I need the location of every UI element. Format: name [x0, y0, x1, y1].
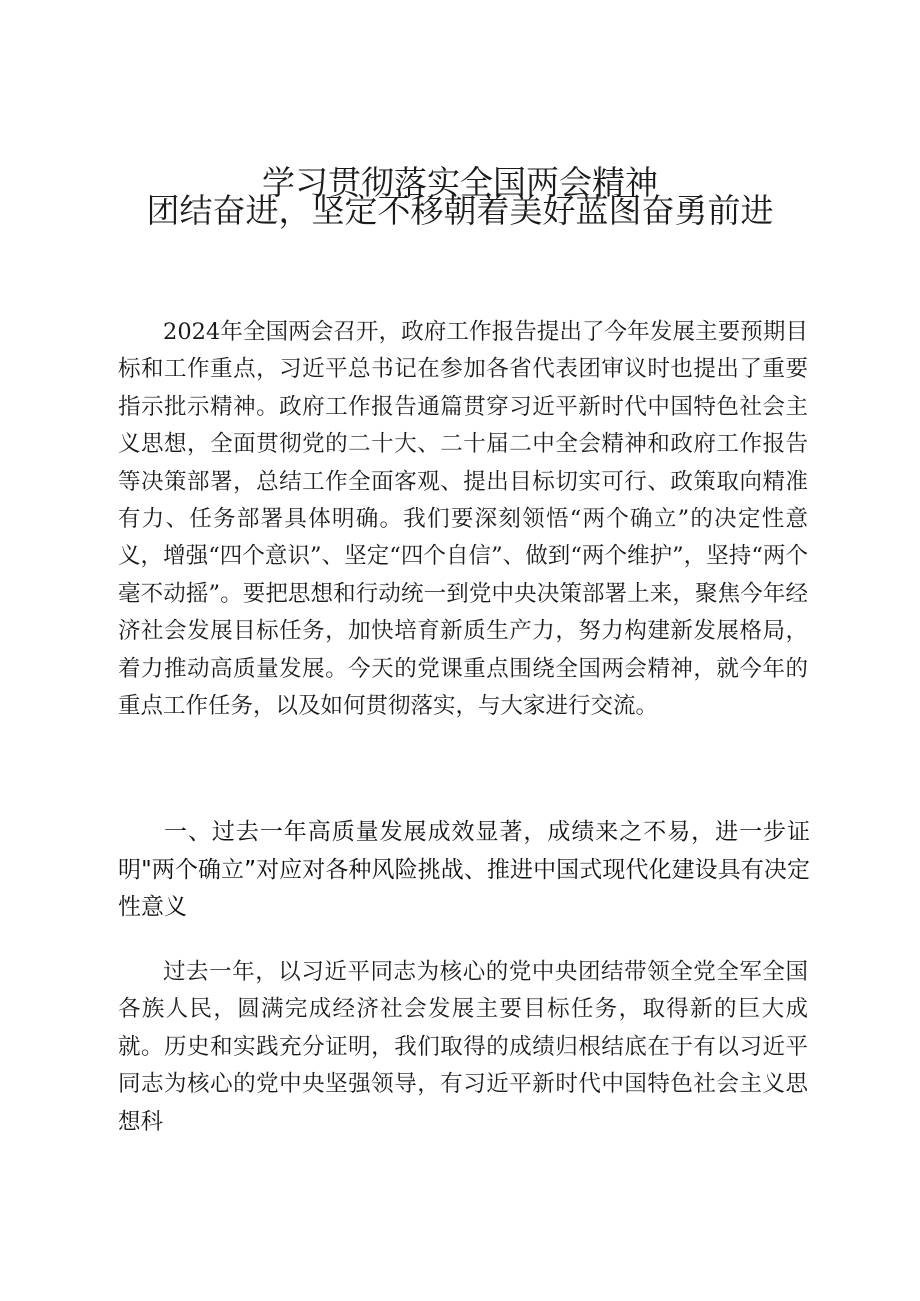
- section-heading-1: 一、过去一年高质量发展成效显著，成绩来之不易，进一步证明"两个确立”对应对各种风险挑战、推进中国式现代化建设具有决定性意义: [118, 819, 810, 920]
- document-title-line-1: 学习贯彻落实全国两会精神: [262, 163, 658, 202]
- intro-paragraph: 2024年全国两会召开，政府工作报告提出了今年发展主要预期目标和工作重点，习近平总书记在参加各省代表团审议时也提出了重要指示批示精神。政府工作报告通篇贯穿习近平新时代中国特色社会主义思想，全面贯彻党的二十大、二十届二中全会精神和政府工作报告等决策部署，总结工作全面客观、提出目标切实可行、政策取向精准有力、任务部署具体明确。我们要深刻领悟“两个确立”的决定性意义，增强“四个意识”、坚定“四个自信”、做到“两个维护”，坚持“两个毫不动摇”。要把思想和行动统一到党中央决策部署上来，聚焦今年经济社会发展目标任务，加快培育新质生产力，努力构建新发展格局，着力推动高质量发展。今天的党课重点围绕全国两会精神，就今年的重点工作任务，以及如何贯彻落实，与大家进行交流。: [118, 319, 808, 720]
- document-title-line-2: 团结奋进，坚定不移朝着美好蓝图奋勇前进: [146, 191, 774, 230]
- section-1-paragraph-1: 过去一年，以习近平同志为核心的党中央团结带领全党全军全国各族人民，圆满完成经济社会发展主要目标任务，取得新的巨大成就。历史和实践充分证明，我们取得的成绩归根结底在于有以习近平同志为核心的党中央坚强领导，有习近平新时代中国特色社会主义思想科: [118, 959, 808, 1135]
